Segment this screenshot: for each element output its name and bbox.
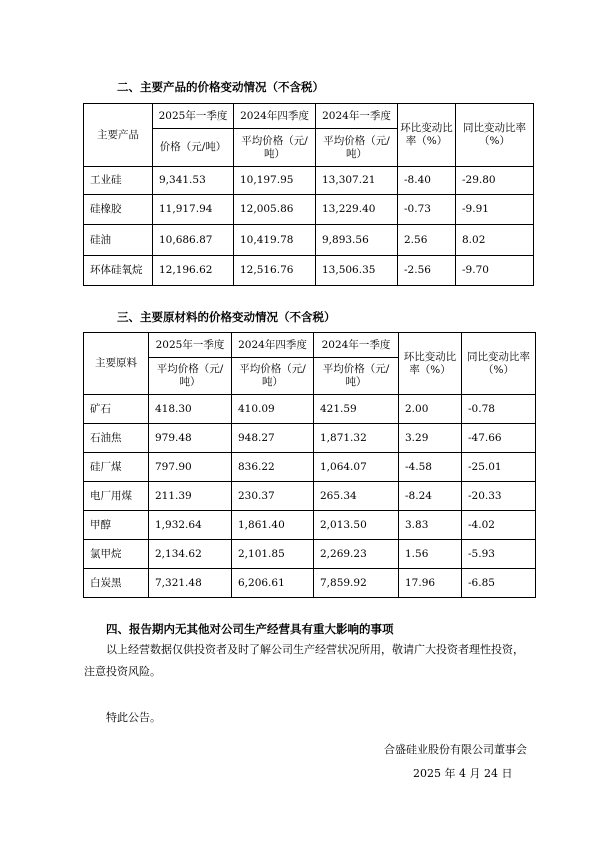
- cell: -8.24: [399, 482, 462, 511]
- cell: 2,013.50: [314, 511, 399, 540]
- cell: 211.39: [149, 482, 232, 511]
- cell: 418.30: [149, 395, 232, 424]
- header-mom: 环比变动比率（%）: [398, 104, 456, 167]
- cell: 硅厂煤: [84, 453, 149, 482]
- header-avg-price: 平均价格（元/吨）: [234, 129, 316, 167]
- cell: 环体硅氧烷: [84, 256, 153, 286]
- cell: 230.37: [232, 482, 314, 511]
- cell: 836.22: [232, 453, 314, 482]
- table-row: [84, 511, 536, 540]
- header-avg-price: 平均价格（元/吨）: [314, 358, 399, 395]
- cell: -25.01: [462, 453, 536, 482]
- cell: -9.70: [456, 256, 534, 286]
- cell: -4.58: [399, 453, 462, 482]
- cell: 13,229.40: [316, 195, 398, 225]
- section-4-title: 四、报告期内无其他对公司生产经营具有重大影响的事项: [106, 622, 394, 636]
- cell: 12,005.86: [234, 195, 316, 225]
- cell: -4.02: [462, 511, 536, 540]
- cell: 2,101.85: [232, 540, 314, 569]
- cell: 421.59: [314, 395, 399, 424]
- material-price-table: [83, 332, 536, 598]
- cell: 2,134.62: [149, 540, 232, 569]
- cell: -9.91: [456, 195, 534, 225]
- notice-text: 特此公告。: [106, 711, 161, 724]
- cell: 氯甲烷: [84, 540, 149, 569]
- cell: 797.90: [149, 453, 232, 482]
- cell: 2,269.23: [314, 540, 399, 569]
- disclaimer-paragraph: 以上经营数据仅供投资者及时了解公司生产经营状况所用，敬请广大投资者理性投资，注意投资风险。: [84, 643, 524, 678]
- header-q2024-4: 2024年四季度: [232, 333, 314, 358]
- header-q2025: 2025年一季度: [153, 104, 234, 129]
- table-row: [84, 540, 536, 569]
- cell: 10,197.95: [234, 167, 316, 195]
- cell: 7,859.92: [314, 569, 399, 598]
- header-avg-price: 平均价格（元/吨）: [232, 358, 314, 395]
- cell: -2.56: [398, 256, 456, 286]
- cell: 10,419.78: [234, 225, 316, 256]
- cell: 9,341.53: [153, 167, 234, 195]
- cell: 10,686.87: [153, 225, 234, 256]
- cell: 12,196.62: [153, 256, 234, 286]
- header-avg-price: 平均价格（元/吨）: [149, 358, 232, 395]
- cell: 石油焦: [84, 424, 149, 453]
- product-price-table: [83, 103, 534, 286]
- cell: 2.00: [399, 395, 462, 424]
- table-row: [84, 195, 534, 225]
- cell: 白炭黑: [84, 569, 149, 598]
- table-row: [84, 453, 536, 482]
- cell: -0.73: [398, 195, 456, 225]
- table-row: [84, 424, 536, 453]
- cell: -29.80: [456, 167, 534, 195]
- cell: 1.56: [399, 540, 462, 569]
- table-row: [84, 167, 534, 195]
- table-row: [84, 569, 536, 598]
- cell: 13,506.35: [316, 256, 398, 286]
- cell: 甲醇: [84, 511, 149, 540]
- section-3-title: 三、主要原材料的价格变动情况（不含税）: [117, 310, 336, 324]
- cell: -6.85: [462, 569, 536, 598]
- cell: 1,064.07: [314, 453, 399, 482]
- header-q2024-4: 2024年四季度: [234, 104, 316, 129]
- cell: 410.09: [232, 395, 314, 424]
- header-mom: 环比变动比率（%）: [399, 333, 462, 395]
- cell: 3.29: [399, 424, 462, 453]
- section-2-title: 二、主要产品的价格变动情况（不含税）: [117, 80, 324, 94]
- cell: 8.02: [456, 225, 534, 256]
- cell: 硅油: [84, 225, 153, 256]
- cell: 1,932.64: [149, 511, 232, 540]
- cell: 948.27: [232, 424, 314, 453]
- header-q2024-1: 2024年一季度: [314, 333, 399, 358]
- date: 2025 年 4 月 24 日: [413, 767, 513, 780]
- cell: 1,871.32: [314, 424, 399, 453]
- cell: 979.48: [149, 424, 232, 453]
- header-product: 主要产品: [84, 104, 153, 167]
- cell: 9,893.56: [316, 225, 398, 256]
- cell: 电厂用煤: [84, 482, 149, 511]
- cell: 矿石: [84, 395, 149, 424]
- table-row: [84, 395, 536, 424]
- cell: -5.93: [462, 540, 536, 569]
- cell: 硅橡胶: [84, 195, 153, 225]
- cell: -20.33: [462, 482, 536, 511]
- cell: 17.96: [399, 569, 462, 598]
- cell: -0.78: [462, 395, 536, 424]
- table-row: [84, 225, 534, 256]
- header-q2024-1: 2024年一季度: [316, 104, 398, 129]
- cell: 2.56: [398, 225, 456, 256]
- cell: 265.34: [314, 482, 399, 511]
- header-material: 主要原料: [84, 333, 149, 395]
- cell: -47.66: [462, 424, 536, 453]
- cell: 12,516.76: [234, 256, 316, 286]
- cell: 6,206.61: [232, 569, 314, 598]
- cell: 11,917.94: [153, 195, 234, 225]
- cell: 13,307.21: [316, 167, 398, 195]
- cell: 1,861.40: [232, 511, 314, 540]
- header-yoy: 同比变动比率（%）: [462, 333, 536, 395]
- table-row: [84, 256, 534, 286]
- header-q2025: 2025年一季度: [149, 333, 232, 358]
- cell: 3.83: [399, 511, 462, 540]
- header-yoy: 同比变动比率（%）: [456, 104, 534, 167]
- cell: 工业硅: [84, 167, 153, 195]
- table-row: [84, 482, 536, 511]
- signer: 合盛硅业股份有限公司董事会: [384, 743, 527, 756]
- cell: 7,321.48: [149, 569, 232, 598]
- header-price: 价格（元/吨）: [153, 129, 234, 167]
- cell: -8.40: [398, 167, 456, 195]
- header-avg-price: 平均价格（元/吨）: [316, 129, 398, 167]
